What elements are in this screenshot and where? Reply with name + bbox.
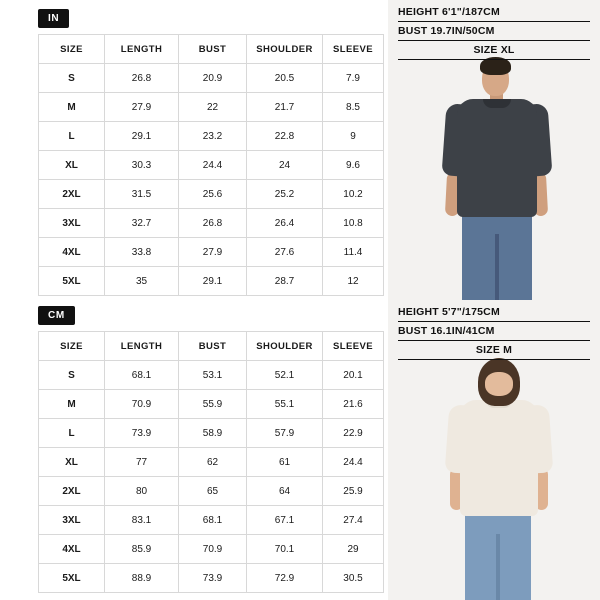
male-model-panel xyxy=(388,0,600,300)
cell-size: S xyxy=(39,64,105,93)
cell-sleeve: 12 xyxy=(323,267,384,296)
cell-length: 31.5 xyxy=(105,180,179,209)
cell-size: 2XL xyxy=(39,477,105,506)
cell-bust: 26.8 xyxy=(179,209,247,238)
col-header-bust: BUST xyxy=(179,332,247,361)
table-header-row xyxy=(39,332,384,361)
cell-length: 29.1 xyxy=(105,122,179,151)
col-header-length: LENGTH xyxy=(105,35,179,64)
table-row xyxy=(39,151,384,180)
cell-size: 3XL xyxy=(39,506,105,535)
cell-bust: 55.9 xyxy=(179,390,247,419)
cell-length: 70.9 xyxy=(105,390,179,419)
table-row xyxy=(39,180,384,209)
cell-shoulder: 52.1 xyxy=(247,361,323,390)
size-table-in xyxy=(38,34,384,296)
table-row xyxy=(39,238,384,267)
cell-size: 5XL xyxy=(39,267,105,296)
cell-sleeve: 11.4 xyxy=(323,238,384,267)
cell-bust: 70.9 xyxy=(179,535,247,564)
cell-shoulder: 67.1 xyxy=(247,506,323,535)
cell-sleeve: 10.2 xyxy=(323,180,384,209)
cell-shoulder: 28.7 xyxy=(247,267,323,296)
cell-size: S xyxy=(39,361,105,390)
cell-shoulder: 24 xyxy=(247,151,323,180)
cell-size: 3XL xyxy=(39,209,105,238)
cell-bust: 24.4 xyxy=(179,151,247,180)
cell-length: 26.8 xyxy=(105,64,179,93)
cell-size: XL xyxy=(39,151,105,180)
col-header-length: LENGTH xyxy=(105,332,179,361)
cell-length: 32.7 xyxy=(105,209,179,238)
jeans xyxy=(465,508,531,600)
table-row xyxy=(39,93,384,122)
jeans xyxy=(462,208,532,300)
cell-bust: 58.9 xyxy=(179,419,247,448)
cell-sleeve: 22.9 xyxy=(323,419,384,448)
cell-length: 30.3 xyxy=(105,151,179,180)
female-model-panel xyxy=(388,300,600,600)
cell-shoulder: 72.9 xyxy=(247,564,323,593)
cell-shoulder: 26.4 xyxy=(247,209,323,238)
cell-length: 68.1 xyxy=(105,361,179,390)
cell-bust: 53.1 xyxy=(179,361,247,390)
cell-bust: 25.6 xyxy=(179,180,247,209)
col-header-sleeve: SLEEVE xyxy=(323,332,384,361)
cell-bust: 22 xyxy=(179,93,247,122)
cell-size: L xyxy=(39,122,105,151)
cell-sleeve: 25.9 xyxy=(323,477,384,506)
col-header-shoulder: SHOULDER xyxy=(247,332,323,361)
cell-sleeve: 7.9 xyxy=(323,64,384,93)
table-row xyxy=(39,564,384,593)
cell-length: 35 xyxy=(105,267,179,296)
cell-size: M xyxy=(39,93,105,122)
cell-shoulder: 27.6 xyxy=(247,238,323,267)
female-model-specs xyxy=(388,300,600,364)
face xyxy=(485,372,513,396)
table-row xyxy=(39,419,384,448)
col-header-size: SIZE xyxy=(39,35,105,64)
cell-length: 85.9 xyxy=(105,535,179,564)
model-bust: BUST 16.1IN/41CM xyxy=(398,324,590,341)
cell-length: 33.8 xyxy=(105,238,179,267)
tshirt xyxy=(457,99,537,217)
cell-sleeve: 24.4 xyxy=(323,448,384,477)
male-model-specs xyxy=(388,0,600,64)
cell-sleeve: 30.5 xyxy=(323,564,384,593)
cell-shoulder: 21.7 xyxy=(247,93,323,122)
model-size: SIZE XL xyxy=(398,43,590,60)
cell-bust: 27.9 xyxy=(179,238,247,267)
model-size: SIZE M xyxy=(398,343,590,360)
table-row xyxy=(39,390,384,419)
table-row xyxy=(39,267,384,296)
table-row xyxy=(39,477,384,506)
cell-sleeve: 8.5 xyxy=(323,93,384,122)
cell-sleeve: 21.6 xyxy=(323,390,384,419)
cell-shoulder: 25.2 xyxy=(247,180,323,209)
cell-sleeve: 10.8 xyxy=(323,209,384,238)
cell-shoulder: 55.1 xyxy=(247,390,323,419)
cell-sleeve: 9.6 xyxy=(323,151,384,180)
cell-length: 88.9 xyxy=(105,564,179,593)
cell-length: 83.1 xyxy=(105,506,179,535)
col-header-sleeve: SLEEVE xyxy=(323,35,384,64)
cell-sleeve: 9 xyxy=(323,122,384,151)
cell-bust: 20.9 xyxy=(179,64,247,93)
cell-size: L xyxy=(39,419,105,448)
cell-size: 2XL xyxy=(39,180,105,209)
cell-shoulder: 64 xyxy=(247,477,323,506)
model-height: HEIGHT 5'7"/175CM xyxy=(398,305,590,322)
col-header-size: SIZE xyxy=(39,332,105,361)
cell-shoulder: 57.9 xyxy=(247,419,323,448)
table-row xyxy=(39,361,384,390)
col-header-shoulder: SHOULDER xyxy=(247,35,323,64)
cell-size: 4XL xyxy=(39,238,105,267)
cell-length: 77 xyxy=(105,448,179,477)
col-header-bust: BUST xyxy=(179,35,247,64)
cell-length: 73.9 xyxy=(105,419,179,448)
cell-bust: 23.2 xyxy=(179,122,247,151)
cell-size: XL xyxy=(39,448,105,477)
unit-tag-cm: CM xyxy=(38,306,75,325)
cell-shoulder: 70.1 xyxy=(247,535,323,564)
table-header-row xyxy=(39,35,384,64)
cell-bust: 29.1 xyxy=(179,267,247,296)
cell-bust: 73.9 xyxy=(179,564,247,593)
model-height: HEIGHT 6'1"/187CM xyxy=(398,5,590,22)
cell-size: M xyxy=(39,390,105,419)
cell-size: 5XL xyxy=(39,564,105,593)
cell-length: 80 xyxy=(105,477,179,506)
cell-bust: 65 xyxy=(179,477,247,506)
cell-size: 4XL xyxy=(39,535,105,564)
cell-shoulder: 61 xyxy=(247,448,323,477)
cell-shoulder: 20.5 xyxy=(247,64,323,93)
tshirt xyxy=(460,400,538,516)
cell-bust: 68.1 xyxy=(179,506,247,535)
size-table-cm xyxy=(38,331,384,593)
table-row xyxy=(39,122,384,151)
table-row xyxy=(39,535,384,564)
cell-bust: 62 xyxy=(179,448,247,477)
table-row xyxy=(39,506,384,535)
model-column xyxy=(388,0,600,600)
cell-sleeve: 29 xyxy=(323,535,384,564)
cell-sleeve: 27.4 xyxy=(323,506,384,535)
table-row xyxy=(39,64,384,93)
cell-sleeve: 20.1 xyxy=(323,361,384,390)
unit-tag-in: IN xyxy=(38,9,69,28)
cell-length: 27.9 xyxy=(105,93,179,122)
table-row xyxy=(39,448,384,477)
model-bust: BUST 19.7IN/50CM xyxy=(398,24,590,41)
cell-shoulder: 22.8 xyxy=(247,122,323,151)
table-row xyxy=(39,209,384,238)
